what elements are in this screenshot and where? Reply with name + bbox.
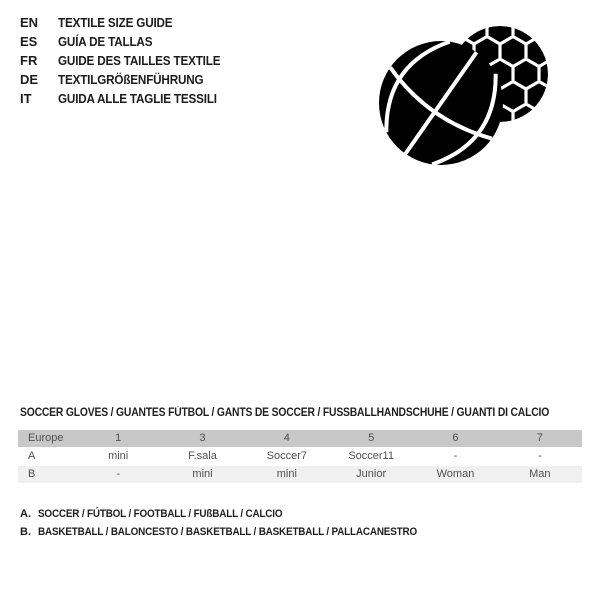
footnote-prefix: A. (20, 508, 31, 520)
balls-icon (366, 18, 561, 173)
language-row-it (20, 89, 238, 108)
table-cell: F.sala (188, 450, 217, 462)
header-cell: 3 (199, 432, 206, 444)
table-title: SOCCER GLOVES / GUANTES FÚTBOL / GANTS DE SOCCER / FUSSBALLHANDSCHUHE / GUANTI DI CALCIO (20, 407, 550, 419)
header-cell: 7 (536, 432, 543, 444)
language-code: IT (20, 91, 32, 106)
table-cell: mini (192, 468, 213, 480)
language-row-de (20, 70, 238, 89)
language-label: GUIDA ALLE TAGLIE TESSILI (58, 91, 217, 106)
footnote-b (20, 523, 459, 541)
row-label: B (28, 468, 36, 480)
language-row-fr (20, 51, 238, 70)
table-header-row (18, 430, 582, 447)
language-label: GUIDE DES TAILLES TEXTILE (58, 53, 221, 68)
language-row-es (20, 32, 238, 51)
header-cell: 1 (115, 432, 122, 444)
language-row-en (20, 13, 238, 32)
table-cell: mini (276, 468, 297, 480)
language-label: GUÍA DE TALLAS (58, 34, 153, 49)
header-cell: 4 (283, 432, 290, 444)
language-code: DE (20, 72, 39, 87)
table-cell: Soccer7 (266, 450, 307, 462)
table-row-b (18, 466, 582, 483)
table-cell: - (116, 468, 120, 480)
table-cell: Soccer11 (348, 450, 394, 462)
table-cell: - (537, 450, 542, 462)
table-cell: Woman (436, 468, 475, 480)
footnote-text: SOCCER / FÚTBOL / FOOTBALL / FUßBALL / CALCIO (38, 508, 283, 520)
language-code: FR (20, 53, 38, 68)
table-cell: mini (108, 450, 129, 462)
row-label: A (28, 450, 36, 462)
size-table (18, 430, 582, 484)
header-cell-europe: Europe (28, 432, 64, 444)
language-label: TEXTILGRÖßENFÜHRUNG (58, 72, 204, 87)
table-cell: Man (529, 468, 551, 480)
language-label: TEXTILE SIZE GUIDE (58, 15, 173, 30)
footnotes (20, 505, 459, 541)
language-code: EN (20, 15, 39, 30)
table-cell: Junior (356, 468, 387, 480)
table-cell: - (453, 450, 458, 462)
footnote-text: BASKETBALL / BALONCESTO / BASKETBALL / BASKETBALL / PALLACANESTRO (38, 526, 417, 538)
header-cell: 6 (452, 432, 459, 444)
footnote-a (20, 505, 459, 523)
footnote-prefix: B. (20, 526, 31, 538)
header-cell: 5 (368, 432, 375, 444)
language-list (20, 13, 238, 108)
table-row-a (18, 448, 582, 465)
language-code: ES (20, 34, 38, 49)
